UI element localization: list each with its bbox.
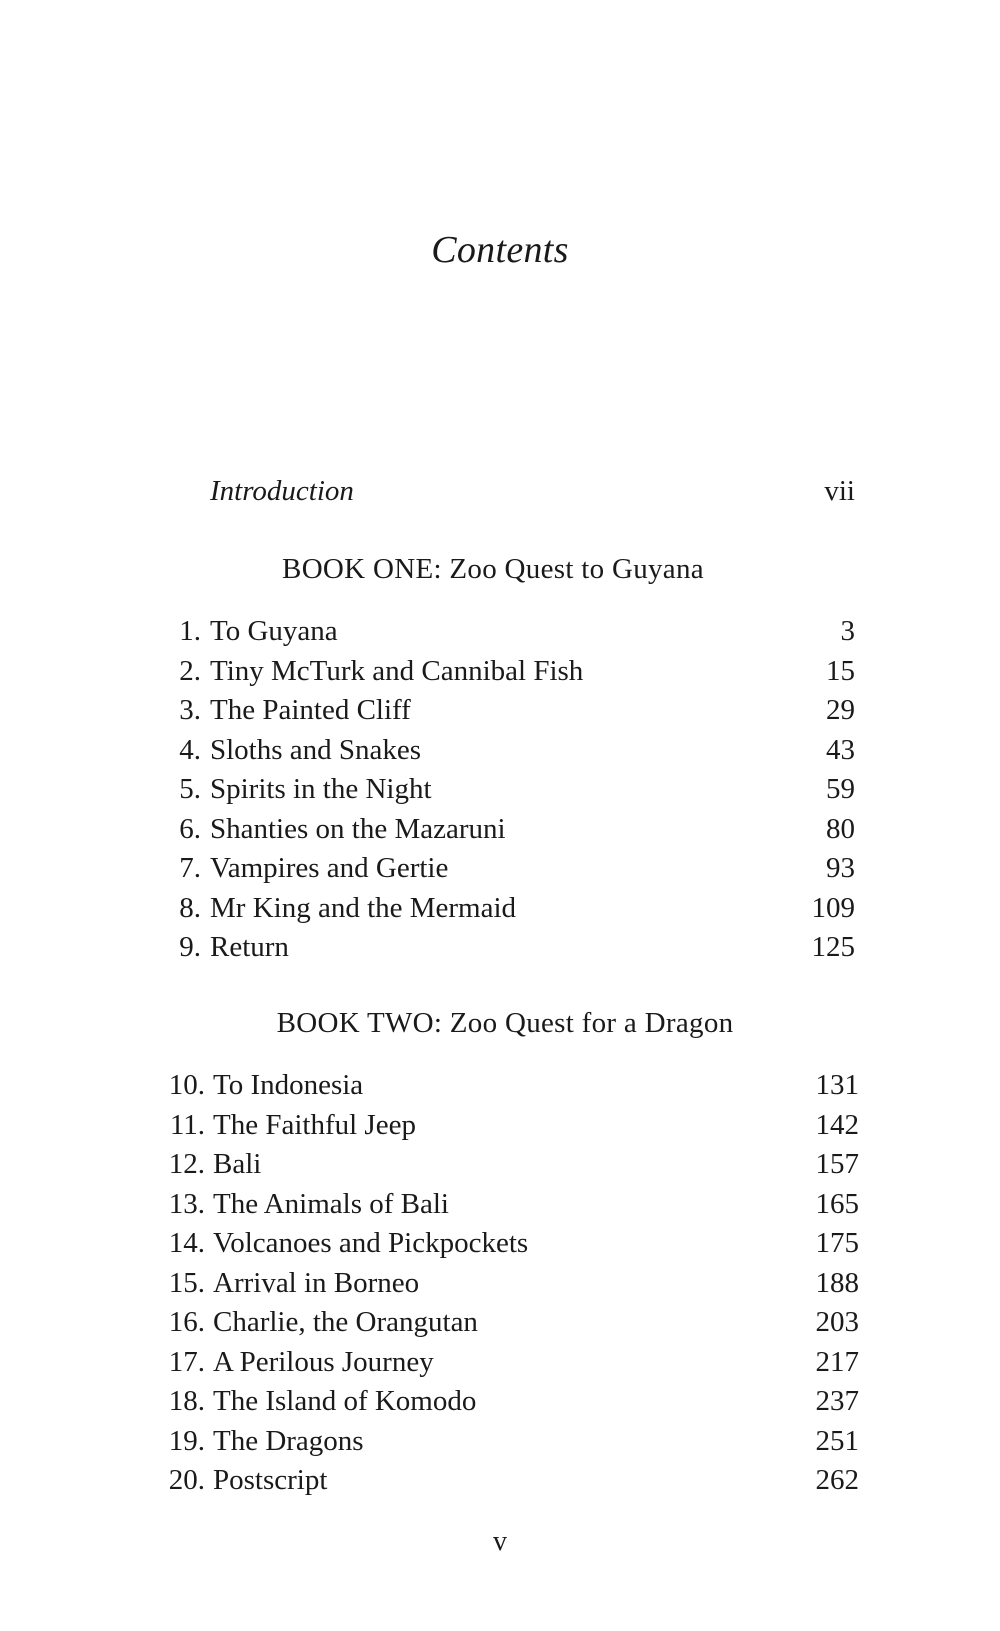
introduction-page: vii: [824, 475, 855, 507]
chapter-title: Arrival in Borneo: [213, 1266, 420, 1299]
chapter-row: [0, 770, 1000, 810]
chapter-title: Postscript: [213, 1464, 328, 1496]
chapter-number: 14.: [168, 1227, 205, 1259]
chapter-page: 237: [815, 1385, 859, 1417]
chapter-title: The Faithful Jeep: [213, 1108, 416, 1141]
chapter-number: 16.: [168, 1306, 205, 1338]
chapter-title: Shanties on the Mazaruni: [210, 812, 506, 845]
chapter-page: 3: [840, 615, 855, 647]
chapter-row: [0, 1422, 1000, 1462]
chapter-number: 10.: [168, 1069, 205, 1101]
book-one-heading: BOOK ONE: Zoo Quest to Guyana: [282, 553, 704, 585]
chapter-title: The Dragons: [213, 1424, 364, 1457]
chapter-page: 262: [815, 1464, 859, 1496]
chapter-title: Tiny McTurk and Cannibal Fish: [210, 654, 584, 687]
chapter-title: Spirits in the Night: [210, 773, 432, 805]
chapter-page: 59: [826, 773, 855, 805]
chapter-row: [0, 1461, 1000, 1501]
chapter-number: 1.: [179, 615, 201, 647]
chapter-page: 125: [811, 931, 855, 963]
introduction-title: Introduction: [210, 475, 354, 507]
chapter-title: To Indonesia: [213, 1069, 364, 1101]
chapter-row: [0, 612, 1000, 652]
chapter-title: To Guyana: [210, 615, 338, 647]
chapter-page: 165: [815, 1187, 859, 1220]
chapter-page: 203: [815, 1306, 859, 1338]
chapter-number: 6.: [179, 812, 201, 845]
chapter-page: 109: [811, 891, 855, 924]
chapter-page: 29: [826, 694, 855, 726]
chapter-row: [0, 731, 1000, 771]
chapter-row: [0, 1343, 1000, 1383]
chapter-page: 131: [815, 1069, 859, 1101]
chapter-page: 251: [815, 1424, 859, 1457]
chapter-row: [0, 1303, 1000, 1343]
chapter-number: 17.: [168, 1345, 205, 1378]
chapter-number: 15.: [168, 1266, 205, 1299]
chapter-title: Vampires and Gertie: [210, 852, 449, 884]
chapter-title: Bali: [213, 1148, 262, 1180]
chapter-title: Return: [210, 931, 289, 963]
chapter-title: The Animals of Bali: [213, 1187, 449, 1220]
chapter-row: [0, 652, 1000, 692]
chapter-page: 217: [815, 1345, 859, 1378]
chapter-row: [0, 1145, 1000, 1185]
chapter-page: 188: [815, 1266, 859, 1299]
page-title: Contents: [431, 229, 569, 271]
chapter-title: Charlie, the Orangutan: [213, 1306, 478, 1338]
chapter-row: [0, 1382, 1000, 1422]
chapter-title: Volcanoes and Pickpockets: [213, 1227, 529, 1259]
chapter-row: [0, 810, 1000, 850]
chapter-number: 13.: [168, 1187, 205, 1220]
introduction-entry: [210, 475, 855, 515]
book-two-chapter-list: [0, 1066, 1000, 1501]
chapter-page: 15: [826, 654, 855, 687]
chapter-title: Mr King and the Mermaid: [210, 891, 517, 924]
chapter-row: [0, 849, 1000, 889]
chapter-title: The Island of Komodo: [213, 1385, 477, 1417]
book-one-chapter-list: [0, 612, 1000, 968]
chapter-number: 11.: [169, 1108, 205, 1141]
book-two-heading: BOOK TWO: Zoo Quest for a Dragon: [276, 1007, 734, 1039]
chapter-title: A Perilous Journey: [213, 1345, 434, 1378]
chapter-row: [0, 1185, 1000, 1225]
chapter-number: 18.: [168, 1385, 205, 1417]
chapter-number: 19.: [168, 1424, 205, 1457]
chapter-page: 80: [826, 812, 855, 845]
chapter-number: 12.: [168, 1148, 205, 1180]
chapter-row: [0, 928, 1000, 968]
chapter-number: 2.: [179, 654, 201, 687]
chapter-page: 157: [815, 1148, 859, 1180]
chapter-page: 43: [826, 733, 855, 766]
chapter-number: 7.: [179, 852, 201, 884]
chapter-number: 5.: [179, 773, 201, 805]
chapter-row: [0, 691, 1000, 731]
chapter-number: 9.: [179, 931, 201, 963]
chapter-number: 4.: [179, 733, 201, 766]
chapter-row: [0, 889, 1000, 929]
chapter-title: The Painted Cliff: [210, 694, 411, 726]
chapter-page: 175: [815, 1227, 859, 1259]
chapter-row: [0, 1264, 1000, 1304]
chapter-page: 93: [826, 852, 855, 884]
chapter-row: [0, 1066, 1000, 1106]
chapter-number: 8.: [179, 891, 201, 924]
chapter-number: 3.: [179, 694, 201, 726]
chapter-page: 142: [815, 1108, 859, 1141]
chapter-title: Sloths and Snakes: [210, 733, 422, 766]
chapter-number: 20.: [168, 1464, 205, 1496]
chapter-row: [0, 1224, 1000, 1264]
chapter-row: [0, 1106, 1000, 1146]
page-number: v: [493, 1526, 507, 1557]
